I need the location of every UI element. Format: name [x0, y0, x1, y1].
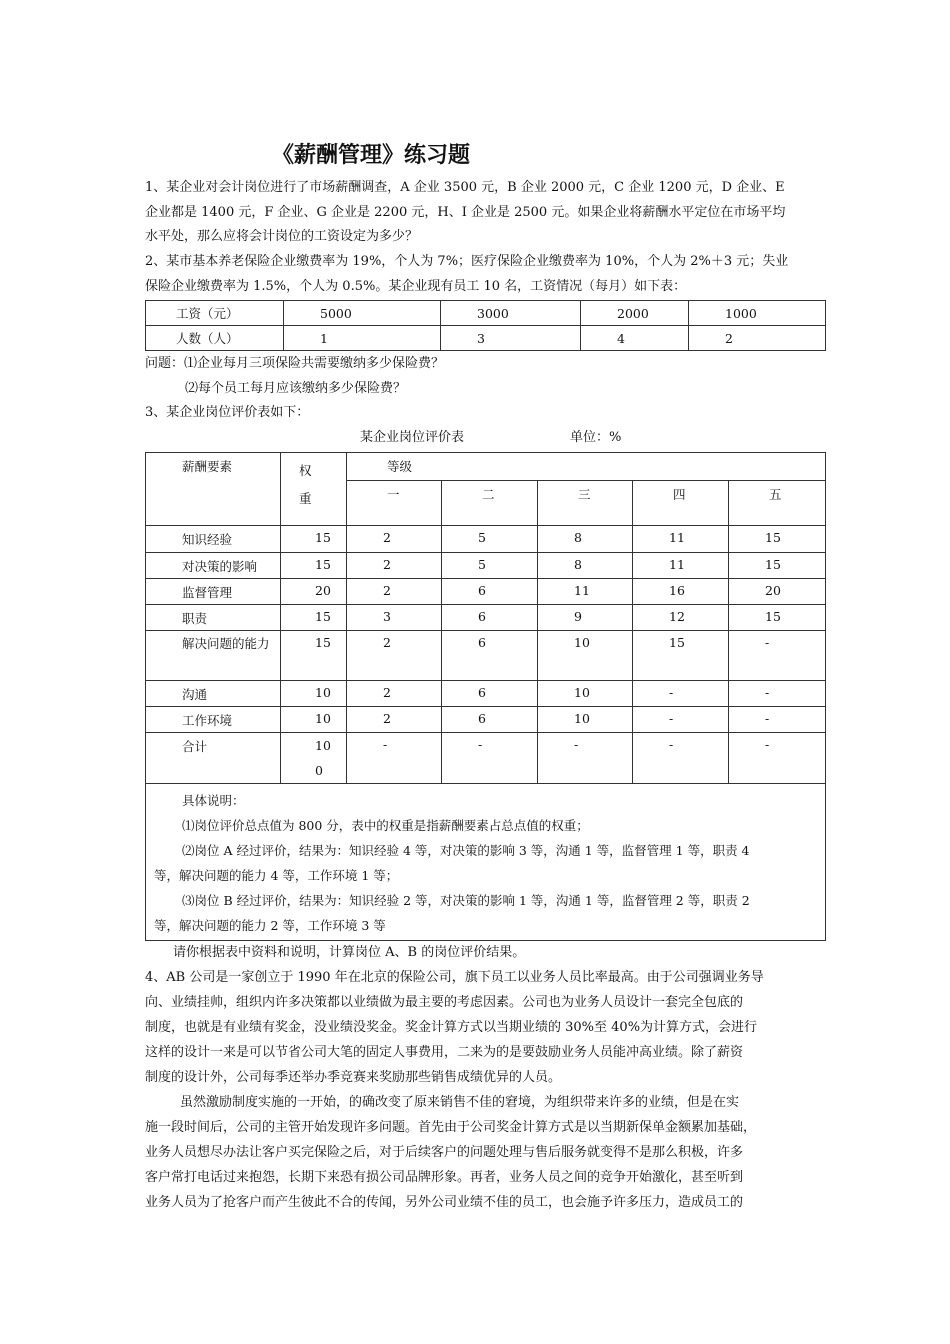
- q4-line: 业务人员想尽办法让客户买完保险之后，对于后续客户的问题处理与售后服务就变得不是那么积极，许多: [145, 1145, 744, 1160]
- job-evaluation-table: [145, 452, 826, 941]
- table-row: [146, 579, 826, 605]
- factor-name: 知识经验: [182, 532, 233, 547]
- weight-cell: 15: [281, 605, 347, 631]
- factor-name: 监督管理: [182, 585, 233, 600]
- q4-line: 这样的设计一来是可以节省公司大笔的固定人事费用，二来为的是要鼓励业务人员能冲高业绩。除了薪资: [145, 1045, 744, 1060]
- q1-line: 1、某企业对会计岗位进行了市场薪酬调查，A 企业 3500 元，B 企业 2000 元，C 企业 1200 元，D 企业、E: [145, 180, 785, 195]
- grade-value-cell: 15: [729, 605, 826, 631]
- weight-cell: [281, 733, 347, 784]
- table-cell: 5000: [284, 301, 441, 326]
- grade-value-cell: 15: [633, 631, 729, 681]
- q2-line: 2、某市基本养老保险企业缴费率为 19%，个人为 7%；医疗保险企业缴费率为 10%，个人为 2%＋3 元；失业: [145, 254, 789, 269]
- table-cell: 人数（人）: [146, 326, 284, 351]
- grade-value-cell: 8: [538, 526, 633, 553]
- factor-cell: [146, 681, 281, 707]
- q4-line: 制度的设计外，公司每季还举办季竞赛来奖励那些销售成绩优异的人员。: [145, 1070, 562, 1085]
- grade-value-cell: 5: [442, 526, 538, 553]
- grade-value-cell: 10: [538, 707, 633, 733]
- q1-line: 水平处，那么应将会计岗位的工资设定为多少？: [145, 229, 419, 244]
- grade-value-cell: 6: [442, 681, 538, 707]
- q4-line: 客户常打电话过来抱怨，长期下来恐有损公司品牌形象。再者，业务人员之间的竞争开始激化，甚至听到: [145, 1170, 744, 1185]
- table-row: [146, 631, 826, 681]
- weight-cell: 15: [281, 553, 347, 579]
- table-cell: 工资（元）: [146, 301, 284, 326]
- salary-table: [145, 300, 826, 351]
- grade-value-cell: 8: [538, 553, 633, 579]
- factor-cell: [146, 526, 281, 553]
- table-caption: 某企业岗位评价表: [360, 430, 465, 445]
- table-row: [146, 301, 826, 326]
- note-line: 具体说明：: [182, 793, 245, 808]
- weight-cell: 10: [281, 681, 347, 707]
- grade-value-cell: 11: [538, 579, 633, 605]
- q4-line: 4、AB 公司是一家创立于 1990 年在北京的保险公司，旗下员工以业务人员比率最高。由于公司强调业务导: [145, 970, 764, 985]
- grade-4: 四: [633, 481, 729, 526]
- weight-cell: 20: [281, 579, 347, 605]
- factor-name: 合计: [182, 739, 208, 754]
- table-row: [146, 681, 826, 707]
- table-cell: 1000: [689, 301, 826, 326]
- grade-value-cell: -: [729, 681, 826, 707]
- table-cell: 3: [441, 326, 581, 351]
- grade-value-cell: 9: [538, 605, 633, 631]
- q4-line: 虽然激励制度实施的一开始，的确改变了原来销售不佳的窘境，为组织带来许多的业绩，但是在实: [180, 1095, 740, 1110]
- factor-cell: [146, 605, 281, 631]
- note-line: 等，解决问题的能力 2 等，工作环境 3 等: [154, 918, 386, 933]
- grade-value-cell: 16: [633, 579, 729, 605]
- grade-value-cell: 2: [347, 553, 442, 579]
- table-cell: 3000: [441, 301, 581, 326]
- q4-line: 施一段时间后，公司的主管开始发现许多问题。首先由于公司奖金计算方式是以当期新保单金额累加基础，: [145, 1120, 757, 1135]
- q4-line: 向、业绩挂帅，组织内许多决策都以业绩做为最主要的考虑因素。公司也为业务人员设计一套完全包底的: [145, 995, 744, 1010]
- grade-2: 二: [442, 481, 538, 526]
- grade-value-cell: 3: [347, 605, 442, 631]
- table-row: [146, 605, 826, 631]
- grade-value-cell: -: [442, 733, 538, 784]
- grade-value-cell: -: [729, 707, 826, 733]
- grade-value-cell: -: [633, 681, 729, 707]
- grade-value-cell: 2: [347, 526, 442, 553]
- page-title: 《薪酬管理》练习题: [272, 142, 471, 168]
- grade-value-cell: -: [538, 733, 633, 784]
- q2-line: 保险企业缴费率为 1.5%，个人为 0.5%。某企业现有员工 10 名，工资情况（每月）如下表：: [145, 279, 687, 294]
- grade-value-cell: 6: [442, 605, 538, 631]
- grade-value-cell: 10: [538, 631, 633, 681]
- grade-value-cell: -: [633, 733, 729, 784]
- grade-3: 三: [538, 481, 633, 526]
- grade-value-cell: -: [633, 707, 729, 733]
- grade-1: 一: [347, 481, 442, 526]
- table-unit: 单位：%: [570, 430, 622, 445]
- table-cell: 1: [284, 326, 441, 351]
- table-cell: 2: [689, 326, 826, 351]
- factor-name: 职责: [182, 611, 208, 626]
- grade-value-cell: 6: [442, 631, 538, 681]
- grade-value-cell: -: [729, 631, 826, 681]
- q2-question-2: ⑵每个员工每月应该缴纳多少保险费？: [185, 381, 407, 396]
- factor-name: 工作环境: [182, 713, 233, 728]
- note-line: 等，解决问题的能力 4 等，工作环境 1 等；: [154, 868, 399, 883]
- note-line: ⑵岗位 A 经过评价，结果为：知识经验 4 等，对决策的影响 3 等，沟通 1 等，监督管理 1 等，职责 4: [182, 843, 750, 858]
- factor-cell: [146, 707, 281, 733]
- weight-cell: 15: [281, 526, 347, 553]
- weight-value: 100: [315, 738, 331, 778]
- q4-line: 制度，也就是有业绩有奖金，没业绩没奖金。奖金计算方式以当期业绩的 30%至 40%为计算方式，会进行: [145, 1020, 758, 1035]
- q2-question-1: 问题：⑴企业每月三项保险共需要缴纳多少保险费？: [145, 356, 445, 371]
- table-row: [146, 733, 826, 784]
- table-row: [146, 326, 826, 351]
- grade-value-cell: 15: [729, 553, 826, 579]
- table-row: [146, 526, 826, 553]
- factor-name: 沟通: [182, 687, 208, 702]
- weight-cell: 15: [281, 631, 347, 681]
- table-row: [146, 707, 826, 733]
- grade-value-cell: 15: [729, 526, 826, 553]
- grade-value-cell: -: [347, 733, 442, 784]
- q3-intro: 3、某企业岗位评价表如下：: [145, 405, 310, 420]
- header-factor: 薪酬要素: [146, 453, 281, 526]
- grade-5: 五: [729, 481, 826, 526]
- grade-value-cell: 5: [442, 553, 538, 579]
- header-grade: 等级: [347, 453, 826, 481]
- notes-row: [146, 784, 826, 941]
- table-cell: 2000: [581, 301, 689, 326]
- q4-line: 业务人员为了抢客户而产生彼此不合的传闻，另外公司业绩不佳的员工，也会施予许多压力，造成员工的: [145, 1195, 744, 1210]
- factor-cell: [146, 553, 281, 579]
- grade-value-cell: 10: [538, 681, 633, 707]
- q3-task: 请你根据表中资料和说明，计算岗位 A、B 的岗位评价结果。: [173, 945, 526, 960]
- grade-value-cell: 2: [347, 579, 442, 605]
- factor-cell: [146, 579, 281, 605]
- q1-line: 企业都是 1400 元，F 企业、G 企业是 2200 元，H、I 企业是 2500 元。如果企业将薪酬水平定位在市场平均: [145, 205, 786, 220]
- grade-value-cell: 20: [729, 579, 826, 605]
- grade-value-cell: 11: [633, 526, 729, 553]
- factor-name: 解决问题的能力: [182, 636, 270, 651]
- grade-value-cell: 11: [633, 553, 729, 579]
- factor-name: 对决策的影响: [182, 559, 258, 574]
- note-line: ⑶岗位 B 经过评价，结果为：知识经验 2 等，对决策的影响 1 等，沟通 1 等，监督管理 2 等，职责 2: [182, 893, 750, 908]
- notes-cell: [146, 784, 826, 941]
- grade-value-cell: 2: [347, 681, 442, 707]
- grade-value-cell: 2: [347, 631, 442, 681]
- header-weight: 权重: [299, 463, 312, 506]
- weight-cell: 10: [281, 707, 347, 733]
- grade-value-cell: 6: [442, 707, 538, 733]
- table-row: [146, 553, 826, 579]
- grade-value-cell: -: [729, 733, 826, 784]
- factor-cell: [146, 631, 281, 681]
- grade-value-cell: 6: [442, 579, 538, 605]
- note-line: ⑴岗位评价总点值为 800 分，表中的权重是指薪酬要素占总点值的权重；: [182, 818, 589, 833]
- header-row: [146, 453, 826, 481]
- factor-cell: [146, 733, 281, 784]
- grade-value-cell: 12: [633, 605, 729, 631]
- grade-value-cell: 2: [347, 707, 442, 733]
- table-cell: 4: [581, 326, 689, 351]
